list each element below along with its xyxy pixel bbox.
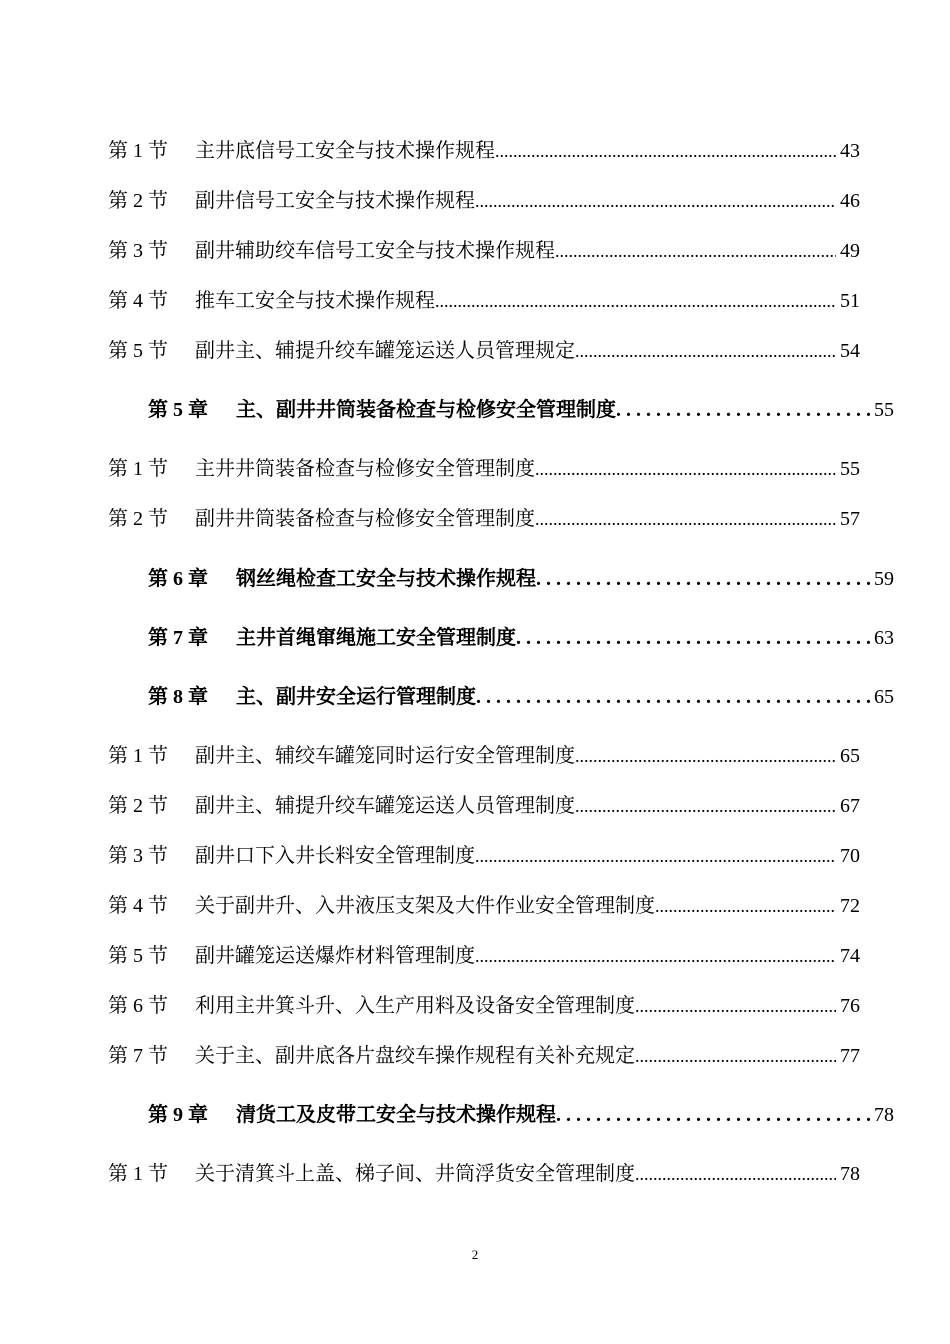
toc-section-entry[interactable] — [108, 504, 860, 534]
page-number: 2 — [471, 1247, 479, 1262]
toc-entry-title: 关于副井升、入井液压支架及大件作业安全管理制度 — [195, 895, 655, 917]
toc-entry-number: 第 3 节 — [108, 240, 168, 262]
toc-section-entry[interactable] — [108, 1159, 860, 1189]
toc-entry-page: 57 — [840, 508, 860, 530]
toc-entry-number: 第 2 节 — [108, 508, 168, 530]
toc-entry-page: 74 — [840, 945, 860, 967]
toc-section-entry[interactable] — [108, 1041, 860, 1071]
toc-dot-leader — [635, 991, 836, 1021]
toc-entry-title: 副井主、辅提升绞车罐笼运送人员管理制度 — [195, 795, 575, 817]
toc-entry-title: 副井罐笼运送爆炸材料管理制度 — [195, 945, 475, 967]
toc-entry-number: 第 6 节 — [108, 995, 168, 1017]
toc-dot-leader — [555, 236, 836, 266]
toc-entry-number: 第 1 节 — [108, 458, 168, 480]
toc-dot-leader — [536, 564, 870, 594]
toc-entry-title: 利用主井箕斗升、入生产用料及设备安全管理制度 — [195, 995, 635, 1017]
toc-entry-number: 第 7 节 — [108, 1045, 168, 1067]
toc-entry-page: 78 — [840, 1163, 860, 1185]
toc-section-entry[interactable] — [108, 741, 860, 771]
toc-dot-leader — [556, 1100, 870, 1130]
toc-entry-number: 第 1 节 — [108, 745, 168, 767]
toc-entry-page: 55 — [874, 399, 894, 421]
toc-dot-leader — [516, 623, 870, 653]
toc-section-entry[interactable] — [108, 454, 860, 484]
toc-chapter-entry[interactable] — [148, 564, 894, 594]
toc-entry-number: 第 3 节 — [108, 845, 168, 867]
toc-dot-leader — [575, 741, 836, 771]
toc-entry-title: 主井井筒装备检查与检修安全管理制度 — [195, 458, 535, 480]
toc-entry-number: 第 7 章 — [148, 627, 208, 649]
toc-section-entry[interactable] — [108, 891, 860, 921]
toc-entry-number: 第 1 节 — [108, 140, 168, 162]
toc-entry-number: 第 2 节 — [108, 190, 168, 212]
toc-entry-number: 第 5 节 — [108, 340, 168, 362]
toc-entry-title: 关于清箕斗上盖、梯子间、井筒浮货安全管理制度 — [195, 1163, 635, 1185]
toc-entry-title: 副井辅助绞车信号工安全与技术操作规程 — [195, 240, 555, 262]
toc-entry-number: 第 4 节 — [108, 895, 168, 917]
toc-dot-leader — [616, 395, 870, 425]
toc-entry-page: 77 — [840, 1045, 860, 1067]
toc-entry-title: 副井信号工安全与技术操作规程 — [195, 190, 475, 212]
toc-chapter-entry[interactable] — [148, 623, 894, 653]
toc-entry-title: 主、副井井筒装备检查与检修安全管理制度 — [236, 399, 616, 421]
toc-entry-title: 副井主、辅绞车罐笼同时运行安全管理制度 — [195, 745, 575, 767]
toc-dot-leader — [475, 186, 836, 216]
toc-dot-leader — [435, 286, 836, 316]
toc-entry-page: 63 — [874, 627, 894, 649]
toc-entry-page: 78 — [874, 1104, 894, 1126]
toc-section-entry[interactable] — [108, 991, 860, 1021]
toc-section-entry[interactable] — [108, 236, 860, 266]
toc-entry-title: 钢丝绳检查工安全与技术操作规程 — [236, 568, 536, 590]
toc-dot-leader — [475, 941, 836, 971]
toc-dot-leader — [475, 841, 836, 871]
toc-entry-number: 第 9 章 — [148, 1104, 208, 1126]
toc-dot-leader — [635, 1159, 836, 1189]
toc-entry-page: 76 — [840, 995, 860, 1017]
toc-dot-leader — [575, 791, 836, 821]
toc-entry-number: 第 1 节 — [108, 1163, 168, 1185]
toc-chapter-entry[interactable] — [148, 682, 894, 712]
toc-entry-page: 49 — [840, 240, 860, 262]
toc-entry-title: 主井底信号工安全与技术操作规程 — [195, 140, 495, 162]
toc-entry-page: 55 — [840, 458, 860, 480]
toc-entry-title: 副井井筒装备检查与检修安全管理制度 — [195, 508, 535, 530]
toc-entry-page: 70 — [840, 845, 860, 867]
toc-dot-leader — [635, 1041, 836, 1071]
toc-section-entry[interactable] — [108, 336, 860, 366]
toc-entry-title: 主井首绳窜绳施工安全管理制度 — [236, 627, 516, 649]
toc-section-entry[interactable] — [108, 186, 860, 216]
toc-dot-leader — [535, 454, 836, 484]
toc-dot-leader — [495, 136, 836, 166]
toc-dot-leader — [655, 891, 836, 921]
toc-entry-page: 67 — [840, 795, 860, 817]
toc-entry-title: 清货工及皮带工安全与技术操作规程 — [236, 1104, 556, 1126]
toc-entry-number: 第 8 章 — [148, 686, 208, 708]
toc-entry-page: 46 — [840, 190, 860, 212]
toc-entry-page: 59 — [874, 568, 894, 590]
toc-section-entry[interactable] — [108, 941, 860, 971]
toc-chapter-entry[interactable] — [148, 395, 894, 425]
toc-entry-number: 第 2 节 — [108, 795, 168, 817]
toc-section-entry[interactable] — [108, 136, 860, 166]
toc-entry-page: 65 — [840, 745, 860, 767]
toc-entry-page: 65 — [874, 686, 894, 708]
toc-entry-number: 第 5 节 — [108, 945, 168, 967]
toc-dot-leader — [476, 682, 870, 712]
toc-section-entry[interactable] — [108, 286, 860, 316]
toc-dot-leader — [575, 336, 836, 366]
toc-entry-page: 72 — [840, 895, 860, 917]
toc-dot-leader — [535, 504, 836, 534]
toc-entry-number: 第 4 节 — [108, 290, 168, 312]
toc-section-entry[interactable] — [108, 791, 860, 821]
toc-entry-title: 推车工安全与技术操作规程 — [195, 290, 435, 312]
toc-entry-title: 副井主、辅提升绞车罐笼运送人员管理规定 — [195, 340, 575, 362]
toc-entry-page: 54 — [840, 340, 860, 362]
toc-entry-title: 副井口下入井长料安全管理制度 — [195, 845, 475, 867]
toc-entry-number: 第 5 章 — [148, 399, 208, 421]
toc-entry-page: 43 — [840, 140, 860, 162]
toc-entry-title: 关于主、副井底各片盘绞车操作规程有关补充规定 — [195, 1045, 635, 1067]
toc-entry-number: 第 6 章 — [148, 568, 208, 590]
toc-chapter-entry[interactable] — [148, 1100, 894, 1130]
toc-entry-page: 51 — [840, 290, 860, 312]
toc-section-entry[interactable] — [108, 841, 860, 871]
toc-entry-title: 主、副井安全运行管理制度 — [236, 686, 476, 708]
